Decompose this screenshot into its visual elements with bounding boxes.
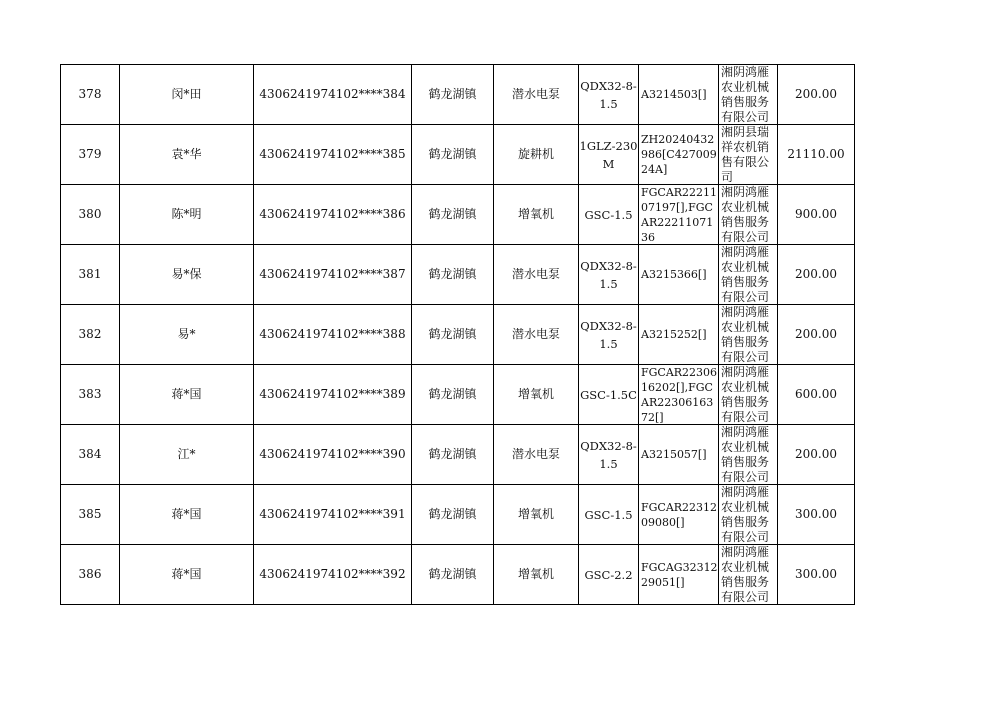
machine-type-cell-text: 旋耕机 xyxy=(517,147,554,161)
table-row xyxy=(61,365,855,425)
seller-cell-text: 湘阴鸿雁农业机械销售服务有限公司 xyxy=(721,485,770,544)
machine-type-cell-text: 潜水电泵 xyxy=(511,447,560,461)
model-cell xyxy=(579,185,639,245)
amount-cell-text: 200.00 xyxy=(795,447,837,461)
town-cell-text: 鹤龙湖镇 xyxy=(428,327,477,341)
amount-cell-text: 200.00 xyxy=(795,327,837,341)
machine-type-cell-text: 潜水电泵 xyxy=(511,327,560,341)
town-cell-text: 鹤龙湖镇 xyxy=(428,147,477,161)
serial-number-cell xyxy=(639,305,719,365)
model-cell-text: QDX32-8-1.5 xyxy=(580,438,637,471)
row-number-cell xyxy=(61,185,120,245)
id-number-cell xyxy=(254,125,412,185)
model-cell-text: GSC-1.5 xyxy=(584,207,633,222)
row-number-cell-text: 378 xyxy=(78,87,102,101)
seller-cell xyxy=(719,545,778,605)
name-cell xyxy=(120,65,254,125)
amount-cell xyxy=(778,425,855,485)
row-number-cell-text: 379 xyxy=(78,147,102,161)
model-cell xyxy=(579,365,639,425)
machine-type-cell xyxy=(494,365,579,425)
machine-type-cell-text: 增氧机 xyxy=(517,387,554,401)
amount-cell-text: 200.00 xyxy=(795,87,837,101)
model-cell-text: 1GLZ-230M xyxy=(579,138,638,171)
name-cell xyxy=(120,485,254,545)
machine-type-cell xyxy=(494,65,579,125)
seller-cell xyxy=(719,365,778,425)
id-number-cell xyxy=(254,245,412,305)
row-number-cell xyxy=(61,365,120,425)
amount-cell xyxy=(778,245,855,305)
amount-cell xyxy=(778,365,855,425)
town-cell xyxy=(412,425,494,485)
id-number-cell-text: 4306241974102****385 xyxy=(259,147,406,161)
table-row xyxy=(61,185,855,245)
model-cell xyxy=(579,425,639,485)
id-number-cell xyxy=(254,185,412,245)
table-row xyxy=(61,65,855,125)
serial-number-cell xyxy=(639,65,719,125)
model-cell-text: GSC-1.5 xyxy=(584,507,633,522)
subsidy-table xyxy=(60,64,855,605)
name-cell xyxy=(120,545,254,605)
seller-cell-text: 湘阴鸿雁农业机械销售服务有限公司 xyxy=(721,305,770,364)
amount-cell xyxy=(778,305,855,365)
id-number-cell-text: 4306241974102****387 xyxy=(259,267,406,281)
amount-cell-text: 900.00 xyxy=(795,207,837,221)
id-number-cell xyxy=(254,425,412,485)
town-cell xyxy=(412,245,494,305)
id-number-cell-text: 4306241974102****384 xyxy=(259,87,406,101)
serial-number-cell-text: A3215366[] xyxy=(641,268,707,281)
amount-cell-text: 21110.00 xyxy=(787,147,845,161)
machine-type-cell xyxy=(494,125,579,185)
serial-number-cell-text: FGCAG3231229051[] xyxy=(641,560,718,589)
serial-number-cell xyxy=(639,245,719,305)
row-number-cell-text: 380 xyxy=(78,207,102,221)
serial-number-cell-text: ZH20240432986[C42700924A] xyxy=(641,133,717,176)
name-cell xyxy=(120,365,254,425)
seller-cell-text: 湘阴县瑞祥农机销售有限公司 xyxy=(721,125,770,184)
town-cell xyxy=(412,305,494,365)
amount-cell xyxy=(778,185,855,245)
seller-cell xyxy=(719,245,778,305)
seller-cell xyxy=(719,65,778,125)
machine-type-cell xyxy=(494,305,579,365)
machine-type-cell-text: 潜水电泵 xyxy=(511,267,560,281)
machine-type-cell xyxy=(494,185,579,245)
row-number-cell xyxy=(61,125,120,185)
town-cell-text: 鹤龙湖镇 xyxy=(428,447,477,461)
model-cell-text: GSC-1.5C xyxy=(580,387,637,402)
serial-number-cell-text: A3215057[] xyxy=(641,448,707,461)
table-body xyxy=(61,65,855,605)
amount-cell-text: 600.00 xyxy=(795,387,837,401)
town-cell xyxy=(412,545,494,605)
row-number-cell-text: 382 xyxy=(78,327,102,341)
row-number-cell-text: 381 xyxy=(78,267,102,281)
serial-number-cell xyxy=(639,365,719,425)
seller-cell-text: 湘阴鸿雁农业机械销售服务有限公司 xyxy=(721,245,770,304)
seller-cell xyxy=(719,305,778,365)
row-number-cell xyxy=(61,425,120,485)
town-cell-text: 鹤龙湖镇 xyxy=(428,267,477,281)
name-cell xyxy=(120,425,254,485)
table-row xyxy=(61,485,855,545)
seller-cell-text: 湘阴鸿雁农业机械销售服务有限公司 xyxy=(721,65,770,124)
machine-type-cell-text: 潜水电泵 xyxy=(511,87,560,101)
model-cell xyxy=(579,65,639,125)
table-row xyxy=(61,425,855,485)
table-row xyxy=(61,245,855,305)
name-cell-text: 闵*田 xyxy=(171,87,202,101)
machine-type-cell xyxy=(494,485,579,545)
serial-number-cell-text: FGCAR2230616202[],FGCAR2230616372[] xyxy=(641,366,718,424)
row-number-cell-text: 383 xyxy=(78,387,102,401)
id-number-cell-text: 4306241974102****386 xyxy=(259,207,406,221)
seller-cell-text: 湘阴鸿雁农业机械销售服务有限公司 xyxy=(721,545,770,604)
id-number-cell xyxy=(254,65,412,125)
name-cell-text: 易* xyxy=(177,327,196,341)
row-number-cell-text: 384 xyxy=(78,447,102,461)
amount-cell-text: 300.00 xyxy=(795,507,837,521)
name-cell-text: 蒋*国 xyxy=(171,507,202,521)
serial-number-cell-text: FGCAR2221107197[],FGCAR2221107136 xyxy=(641,186,718,244)
name-cell xyxy=(120,245,254,305)
machine-type-cell xyxy=(494,425,579,485)
serial-number-cell-text: A3215252[] xyxy=(641,328,707,341)
row-number-cell-text: 385 xyxy=(78,507,102,521)
model-cell xyxy=(579,545,639,605)
machine-type-cell-text: 增氧机 xyxy=(517,507,554,521)
serial-number-cell xyxy=(639,545,719,605)
table-row xyxy=(61,305,855,365)
town-cell xyxy=(412,65,494,125)
name-cell xyxy=(120,125,254,185)
row-number-cell xyxy=(61,545,120,605)
model-cell-text: QDX32-8-1.5 xyxy=(580,78,637,111)
amount-cell xyxy=(778,125,855,185)
seller-cell xyxy=(719,485,778,545)
id-number-cell-text: 4306241974102****389 xyxy=(259,387,406,401)
id-number-cell xyxy=(254,545,412,605)
town-cell-text: 鹤龙湖镇 xyxy=(428,87,477,101)
town-cell xyxy=(412,185,494,245)
model-cell xyxy=(579,125,639,185)
name-cell xyxy=(120,185,254,245)
name-cell-text: 蒋*国 xyxy=(171,567,202,581)
model-cell-text: QDX32-8-1.5 xyxy=(580,318,637,351)
serial-number-cell xyxy=(639,425,719,485)
town-cell-text: 鹤龙湖镇 xyxy=(428,507,477,521)
serial-number-cell xyxy=(639,485,719,545)
machine-type-cell xyxy=(494,545,579,605)
machine-type-cell-text: 增氧机 xyxy=(517,207,554,221)
row-number-cell xyxy=(61,245,120,305)
amount-cell-text: 200.00 xyxy=(795,267,837,281)
row-number-cell xyxy=(61,65,120,125)
seller-cell xyxy=(719,125,778,185)
machine-type-cell xyxy=(494,245,579,305)
amount-cell xyxy=(778,485,855,545)
model-cell xyxy=(579,245,639,305)
machine-type-cell-text: 增氧机 xyxy=(517,567,554,581)
id-number-cell-text: 4306241974102****391 xyxy=(259,507,406,521)
town-cell xyxy=(412,365,494,425)
serial-number-cell xyxy=(639,125,719,185)
id-number-cell-text: 4306241974102****392 xyxy=(259,567,406,581)
seller-cell-text: 湘阴鸿雁农业机械销售服务有限公司 xyxy=(721,425,770,484)
name-cell-text: 蒋*国 xyxy=(171,387,202,401)
id-number-cell xyxy=(254,485,412,545)
amount-cell xyxy=(778,65,855,125)
seller-cell-text: 湘阴鸿雁农业机械销售服务有限公司 xyxy=(721,365,770,424)
id-number-cell xyxy=(254,365,412,425)
name-cell xyxy=(120,305,254,365)
model-cell xyxy=(579,305,639,365)
row-number-cell xyxy=(61,485,120,545)
name-cell-text: 袁*华 xyxy=(171,147,202,161)
town-cell-text: 鹤龙湖镇 xyxy=(428,567,477,581)
town-cell xyxy=(412,125,494,185)
serial-number-cell xyxy=(639,185,719,245)
row-number-cell xyxy=(61,305,120,365)
town-cell-text: 鹤龙湖镇 xyxy=(428,387,477,401)
name-cell-text: 陈*明 xyxy=(171,207,202,221)
model-cell xyxy=(579,485,639,545)
seller-cell xyxy=(719,425,778,485)
town-cell xyxy=(412,485,494,545)
table-row xyxy=(61,545,855,605)
row-number-cell-text: 386 xyxy=(78,567,102,581)
id-number-cell-text: 4306241974102****390 xyxy=(259,447,406,461)
serial-number-cell-text: FGCAR2231209080[] xyxy=(641,500,718,529)
town-cell-text: 鹤龙湖镇 xyxy=(428,207,477,221)
model-cell-text: GSC-2.2 xyxy=(584,567,633,582)
model-cell-text: QDX32-8-1.5 xyxy=(580,258,637,291)
seller-cell-text: 湘阴鸿雁农业机械销售服务有限公司 xyxy=(721,185,770,244)
serial-number-cell-text: A3214503[] xyxy=(641,88,707,101)
amount-cell-text: 300.00 xyxy=(795,567,837,581)
amount-cell xyxy=(778,545,855,605)
table-row xyxy=(61,125,855,185)
name-cell-text: 易*保 xyxy=(171,267,202,281)
id-number-cell-text: 4306241974102****388 xyxy=(259,327,406,341)
name-cell-text: 江* xyxy=(177,447,196,461)
id-number-cell xyxy=(254,305,412,365)
seller-cell xyxy=(719,185,778,245)
